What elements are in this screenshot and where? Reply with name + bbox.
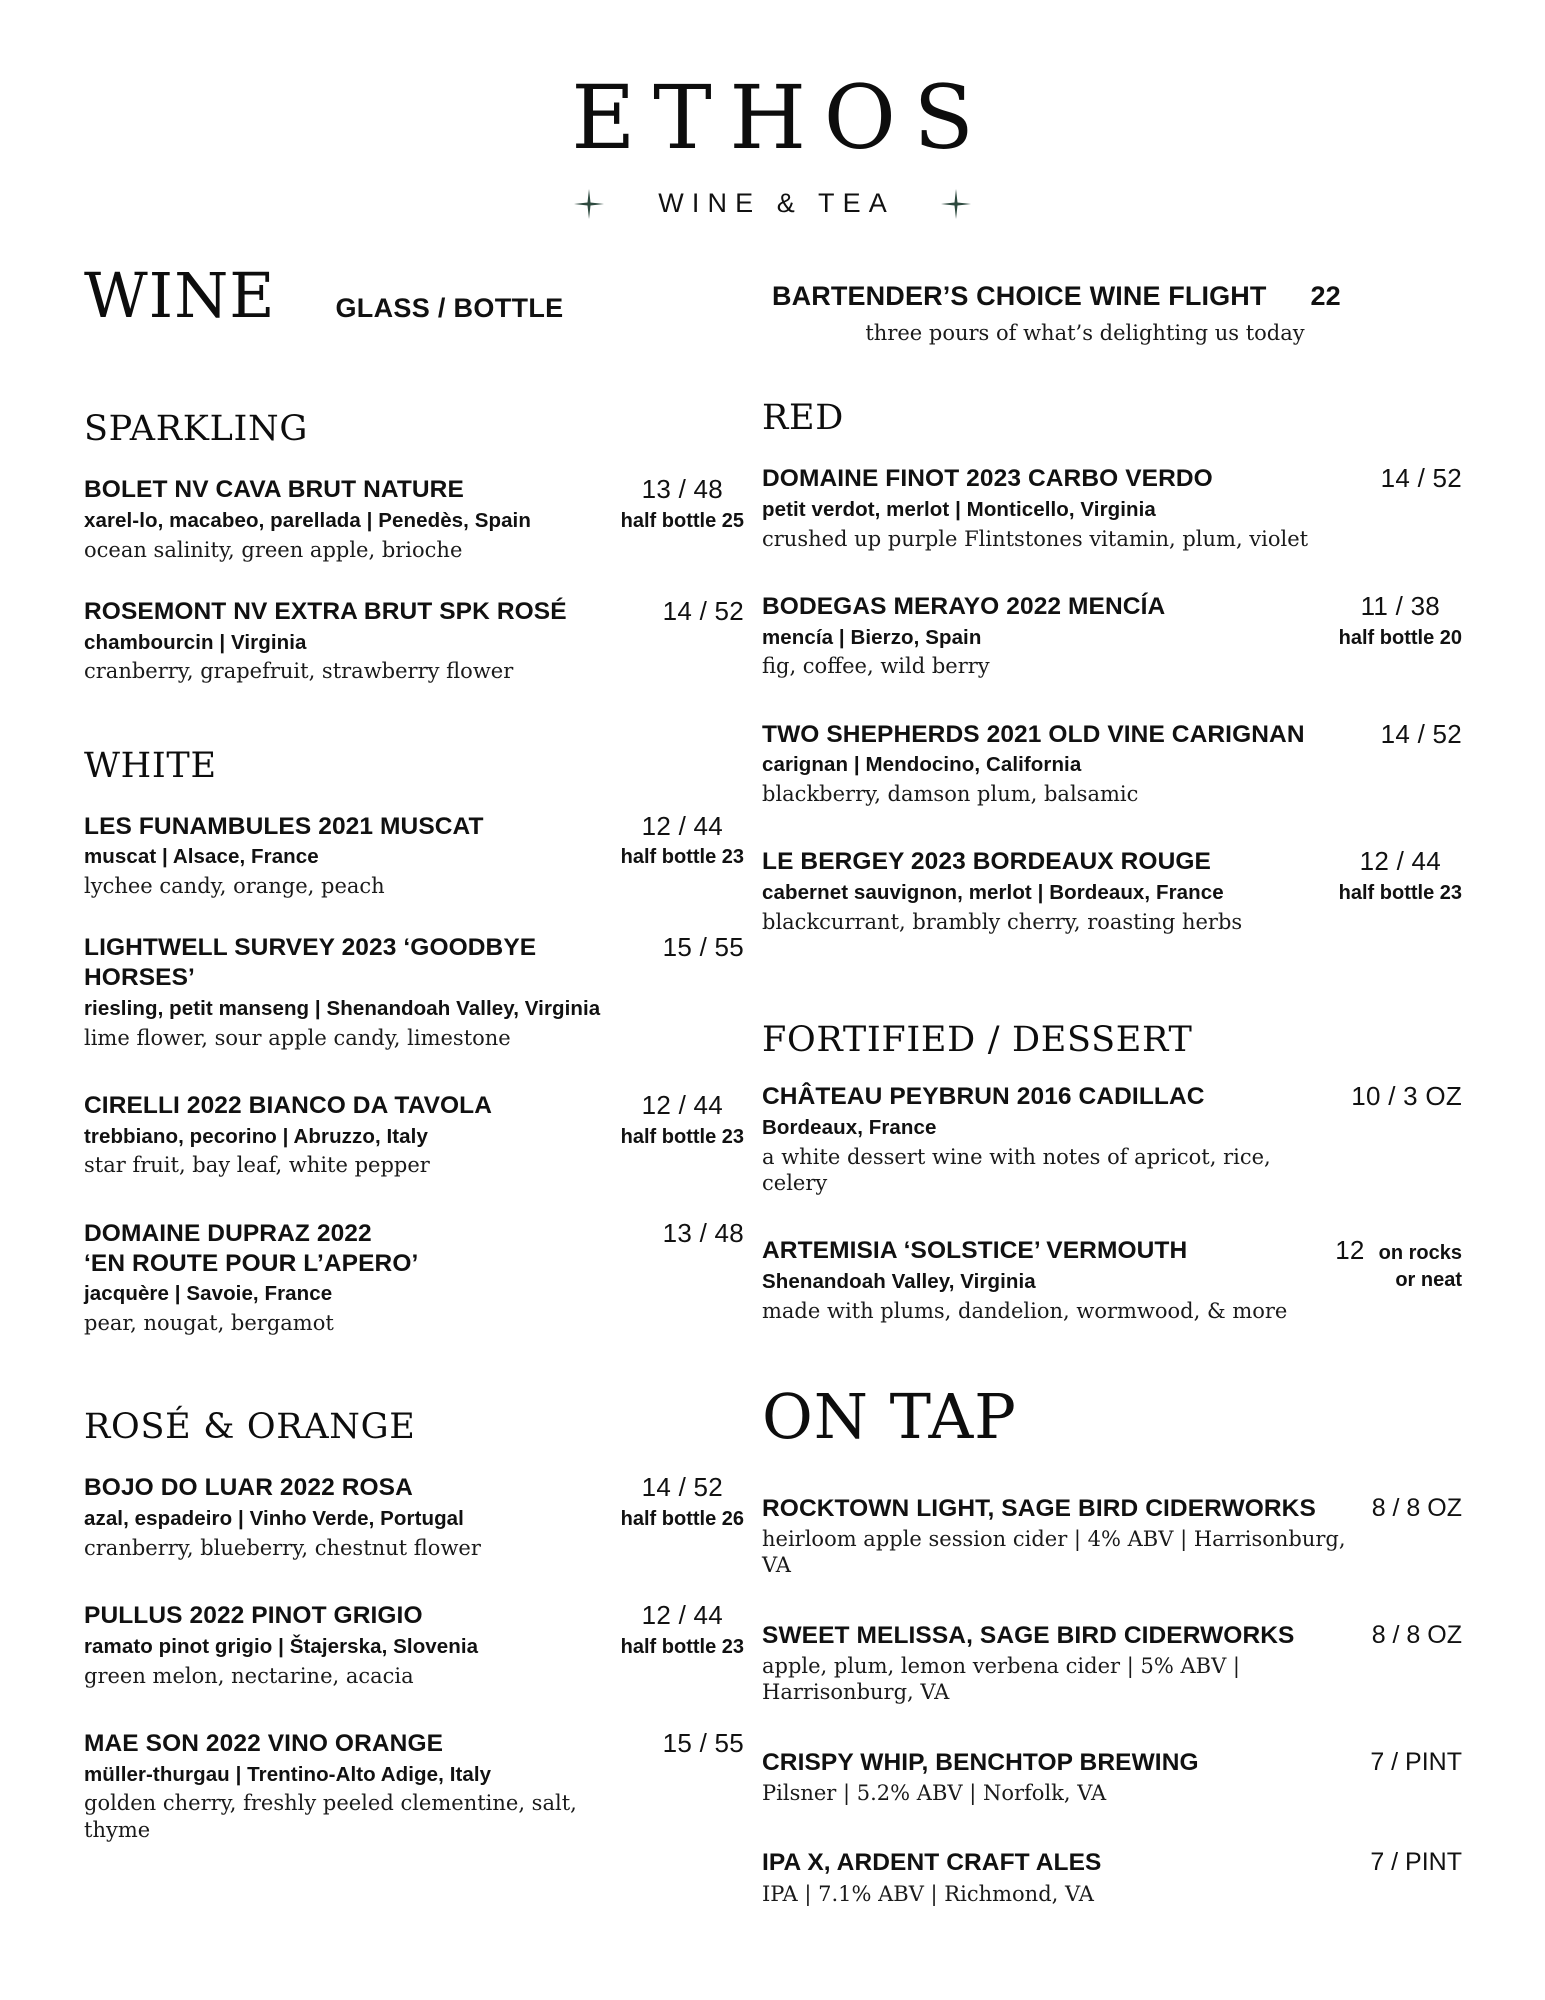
- item-region: Shenandoah Valley, Virginia: [762, 1269, 1036, 1293]
- list-item: [762, 1748, 1462, 1807]
- list-item: [762, 847, 1462, 935]
- item-tasting-notes: blackcurrant, brambly cherry, roasting herbs: [762, 909, 1243, 934]
- brand-subtitle: WINE & TEA: [658, 188, 895, 218]
- red-item-list: [762, 464, 1462, 935]
- wine-flight-price: 22: [1310, 281, 1341, 311]
- item-name: CHÂTEAU PEYBRUN 2016 CADILLAC: [762, 1083, 1205, 1111]
- item-tasting-notes: made with plums, dandelion, wormwood, & more: [762, 1298, 1288, 1323]
- item-details: [84, 597, 647, 685]
- sparkling-item-list: [84, 475, 744, 685]
- menu-columns: [0, 259, 1545, 1907]
- item-name: ROCKTOWN LIGHT, SAGE BIRD CIDERWORKS: [762, 1494, 1316, 1522]
- item-tasting-notes: blackberry, damson plum, balsamic: [762, 782, 1139, 807]
- item-half-bottle-price: half bottle 26: [620, 1508, 744, 1531]
- item-name: CRISPY WHIP, BENCHTOP BREWING: [762, 1748, 1199, 1776]
- sparkle-icon: [574, 189, 604, 219]
- item-details: [762, 720, 1365, 808]
- item-tasting-notes: lychee candy, orange, peach: [84, 874, 385, 899]
- item-pricing: [605, 475, 744, 533]
- list-item: [762, 1082, 1462, 1196]
- item-description: IPA | 7.1% ABV | Richmond, VA: [762, 1881, 1094, 1906]
- item-grape-region: müller-thurgau | Trentino-Alto Adige, Italy: [84, 1762, 492, 1786]
- item-tasting-notes: cranberry, grapefruit, strawberry flower: [84, 659, 514, 684]
- item-price: 12 / 44: [641, 1600, 723, 1631]
- item-price: 14 / 52: [662, 595, 744, 626]
- item-price: 14 / 52: [641, 1472, 723, 1503]
- item-price: 7 / PINT: [1370, 1747, 1462, 1776]
- item-description: heirloom apple session cider | 4% ABV | Harrisonburg, VA: [762, 1527, 1346, 1578]
- item-price: 13 / 48: [662, 1217, 744, 1248]
- item-details: [84, 1729, 647, 1843]
- item-grape-region: riesling, petit manseng | Shenandoah Valley, Virginia: [84, 997, 601, 1021]
- item-grape-region: mencía | Bierzo, Spain: [762, 625, 982, 649]
- item-price: 8 / 8 OZ: [1371, 1493, 1462, 1522]
- list-item: [84, 1091, 744, 1179]
- item-tasting-notes: crushed up purple Flintstones vitamin, plum, violet: [762, 526, 1309, 551]
- item-grape-region: trebbiano, pecorino | Abruzzo, Italy: [84, 1124, 428, 1148]
- item-pricing: [1335, 1082, 1462, 1112]
- item-details: [84, 1091, 605, 1179]
- item-grape-region: cabernet sauvignon, merlot | Bordeaux, France: [762, 881, 1224, 905]
- item-name: PULLUS 2022 PINOT GRIGIO: [84, 1602, 423, 1630]
- section-heading-white: WHITE: [84, 745, 217, 786]
- list-item: [84, 1729, 744, 1843]
- item-serve-style: on rocks: [1378, 1242, 1462, 1265]
- sparkle-icon: [941, 189, 971, 219]
- list-item: [762, 1621, 1462, 1706]
- item-grape-region: jacquère | Savoie, France: [84, 1282, 333, 1306]
- item-pricing: [605, 812, 744, 870]
- item-price: 12 / 44: [641, 1089, 723, 1120]
- list-item: [84, 812, 744, 900]
- item-tasting-notes: ocean salinity, green apple, brioche: [84, 537, 463, 562]
- item-grape-region: xarel-lo, macabeo, parellada | Penedès, Spain: [84, 508, 531, 532]
- item-half-bottle-price: half bottle 23: [620, 1636, 744, 1658]
- list-item: [762, 1848, 1462, 1907]
- item-name: SWEET MELISSA, SAGE BIRD CIDERWORKS: [762, 1621, 1295, 1649]
- list-item: [762, 592, 1462, 680]
- item-price: 8 / 8 OZ: [1371, 1620, 1462, 1649]
- wine-flight-title: BARTENDER’S CHOICE WINE FLIGHT: [772, 281, 1267, 311]
- item-tasting-notes: a white dessert wine with notes of apricot, rice, celery: [762, 1144, 1271, 1195]
- item-name: DOMAINE DUPRAZ 2022: [84, 1219, 372, 1247]
- item-serve-style-alt: or neat: [1395, 1269, 1462, 1292]
- item-details: [84, 475, 605, 563]
- item-price: 12: [1335, 1235, 1365, 1266]
- item-name: MAE SON 2022 VINO ORANGE: [84, 1729, 444, 1757]
- section-heading-sparkling: SPARKLING: [84, 409, 309, 449]
- item-half-bottle-price: half bottle 23: [620, 846, 744, 869]
- item-name: BODEGAS MERAYO 2022 MENCÍA: [762, 592, 1166, 620]
- item-price: 11 / 38: [1360, 590, 1441, 621]
- item-pricing: [605, 1091, 744, 1149]
- item-details: [762, 592, 1323, 680]
- item-price: 15 / 55: [662, 1727, 744, 1758]
- item-pricing: [1323, 847, 1462, 905]
- item-details: [762, 464, 1365, 552]
- item-description: apple, plum, lemon verbena cider | 5% ABV | Harrisonburg, VA: [762, 1654, 1240, 1705]
- item-tasting-notes: golden cherry, freshly peeled clementine, salt, thyme: [84, 1791, 577, 1842]
- wine-flight-subtitle: three pours of what’s delighting us today: [865, 321, 1305, 345]
- item-details: [84, 1219, 647, 1337]
- price-column-header: GLASS / BOTTLE: [335, 293, 564, 323]
- item-price: 12 / 44: [641, 810, 723, 841]
- item-price: 12 / 44: [1359, 846, 1441, 877]
- item-half-bottle-price: half bottle 20: [1338, 626, 1462, 649]
- item-name: DOMAINE FINOT 2023 CARBO VERDO: [762, 465, 1213, 492]
- item-pricing: [647, 597, 744, 627]
- list-item: [762, 720, 1462, 808]
- item-price: 14 / 52: [1380, 718, 1462, 749]
- item-details: [762, 1236, 1319, 1324]
- item-pricing: [1365, 464, 1462, 494]
- section-heading-on-tap: ON TAP: [762, 1379, 1017, 1453]
- list-item: [762, 1236, 1462, 1324]
- item-details: [762, 847, 1323, 935]
- masthead: [0, 0, 1545, 219]
- item-price: 7 / PINT: [1370, 1848, 1462, 1877]
- item-tasting-notes: pear, nougat, bergamot: [84, 1311, 334, 1336]
- item-price: 14 / 52: [1380, 463, 1462, 493]
- page-title: ETHOS: [571, 66, 992, 169]
- item-tasting-notes: cranberry, blueberry, chestnut flower: [84, 1535, 481, 1560]
- on-tap-item-list: [762, 1494, 1462, 1907]
- section-heading-rose-orange: ROSÉ & ORANGE: [84, 1407, 416, 1448]
- right-column: [762, 265, 1462, 1907]
- item-pricing: [1365, 720, 1462, 750]
- item-half-bottle-price: half bottle 25: [620, 509, 744, 532]
- left-column: [84, 259, 744, 1843]
- item-details: [762, 1848, 1352, 1907]
- item-region: Bordeaux, France: [762, 1115, 937, 1139]
- list-item: [84, 475, 744, 563]
- item-pricing: [605, 1601, 744, 1659]
- item-grape-region: carignan | Mendocino, California: [762, 753, 1082, 777]
- section-heading-red: RED: [762, 398, 845, 438]
- item-name: CIRELLI 2022 BIANCO DA TAVOLA: [84, 1091, 493, 1119]
- rose-orange-item-list: [84, 1473, 744, 1843]
- item-name: LES FUNAMBULES 2021 MUSCAT: [84, 812, 484, 840]
- item-name: BOJO DO LUAR 2022 ROSA: [84, 1474, 413, 1502]
- wine-header: [84, 259, 744, 357]
- item-pricing: [605, 1473, 744, 1531]
- list-item: [84, 1473, 744, 1561]
- item-details: [762, 1748, 1352, 1807]
- item-pricing: [1319, 1236, 1462, 1293]
- list-item: [762, 464, 1462, 552]
- item-tasting-notes: star fruit, bay leaf, white pepper: [84, 1153, 430, 1178]
- item-price: 13 / 48: [641, 474, 723, 504]
- item-name: ROSEMONT NV EXTRA BRUT SPK ROSÉ: [84, 597, 567, 625]
- item-details: [84, 933, 647, 1051]
- item-price-row: [1335, 1236, 1462, 1266]
- item-half-bottle-price: half bottle 23: [1338, 882, 1462, 905]
- item-details: [762, 1494, 1354, 1579]
- item-half-bottle-price: half bottle 23: [620, 1125, 744, 1148]
- item-grape-region: ramato pinot grigio | Štajerska, Slovenia: [84, 1634, 479, 1658]
- list-item: [762, 1494, 1462, 1579]
- list-item: [84, 1219, 744, 1337]
- item-details: [84, 1601, 605, 1689]
- item-details: [762, 1621, 1354, 1706]
- wine-flight-line: [762, 281, 1462, 312]
- item-pricing: [647, 1219, 744, 1249]
- item-pricing: [647, 1729, 744, 1759]
- list-item: [84, 597, 744, 685]
- item-tasting-notes: fig, coffee, wild berry: [762, 654, 990, 679]
- item-name: BOLET NV CAVA BRUT NATURE: [84, 476, 464, 503]
- item-name: LE BERGEY 2023 BORDEAUX ROUGE: [762, 848, 1211, 876]
- section-heading-fortified-dessert: FORTIFIED / DESSERT: [762, 1020, 1193, 1061]
- item-tasting-notes: green melon, nectarine, acacia: [84, 1663, 414, 1688]
- brand-subtitle-row: [0, 188, 1545, 219]
- wine-heading: WINE: [84, 259, 276, 332]
- fortified-item-list: [762, 1082, 1462, 1324]
- item-grape-region: muscat | Alsace, France: [84, 845, 319, 869]
- list-item: [84, 933, 744, 1051]
- item-price: 15 / 55: [662, 932, 744, 963]
- item-name: ARTEMISIA ‘SOLSTICE’ VERMOUTH: [762, 1237, 1188, 1265]
- item-pricing: [647, 933, 744, 963]
- list-item: [84, 1601, 744, 1689]
- wine-flight-feature: [762, 265, 1462, 345]
- item-name: TWO SHEPHERDS 2021 OLD VINE CARIGNAN: [762, 720, 1305, 748]
- item-grape-region: azal, espadeiro | Vinho Verde, Portugal: [84, 1507, 464, 1531]
- item-pricing: [1323, 592, 1462, 650]
- item-name: IPA X, ARDENT CRAFT ALES: [762, 1849, 1102, 1877]
- white-item-list: [84, 812, 744, 1337]
- item-details: [84, 1473, 605, 1561]
- item-name: LIGHTWELL SURVEY 2023 ‘GOODBYE HORSES’: [84, 934, 537, 992]
- item-price: 10 / 3 OZ: [1351, 1081, 1462, 1112]
- item-details: [762, 1082, 1335, 1196]
- item-grape-region: chambourcin | Virginia: [84, 630, 307, 654]
- item-grape-region: petit verdot, merlot | Monticello, Virginia: [762, 497, 1156, 521]
- item-name-line-2: ‘EN ROUTE POUR L’APERO’: [84, 1249, 419, 1277]
- item-tasting-notes: lime flower, sour apple candy, limestone: [84, 1025, 511, 1050]
- item-details: [84, 812, 605, 900]
- item-description: Pilsner | 5.2% ABV | Norfolk, VA: [762, 1781, 1107, 1806]
